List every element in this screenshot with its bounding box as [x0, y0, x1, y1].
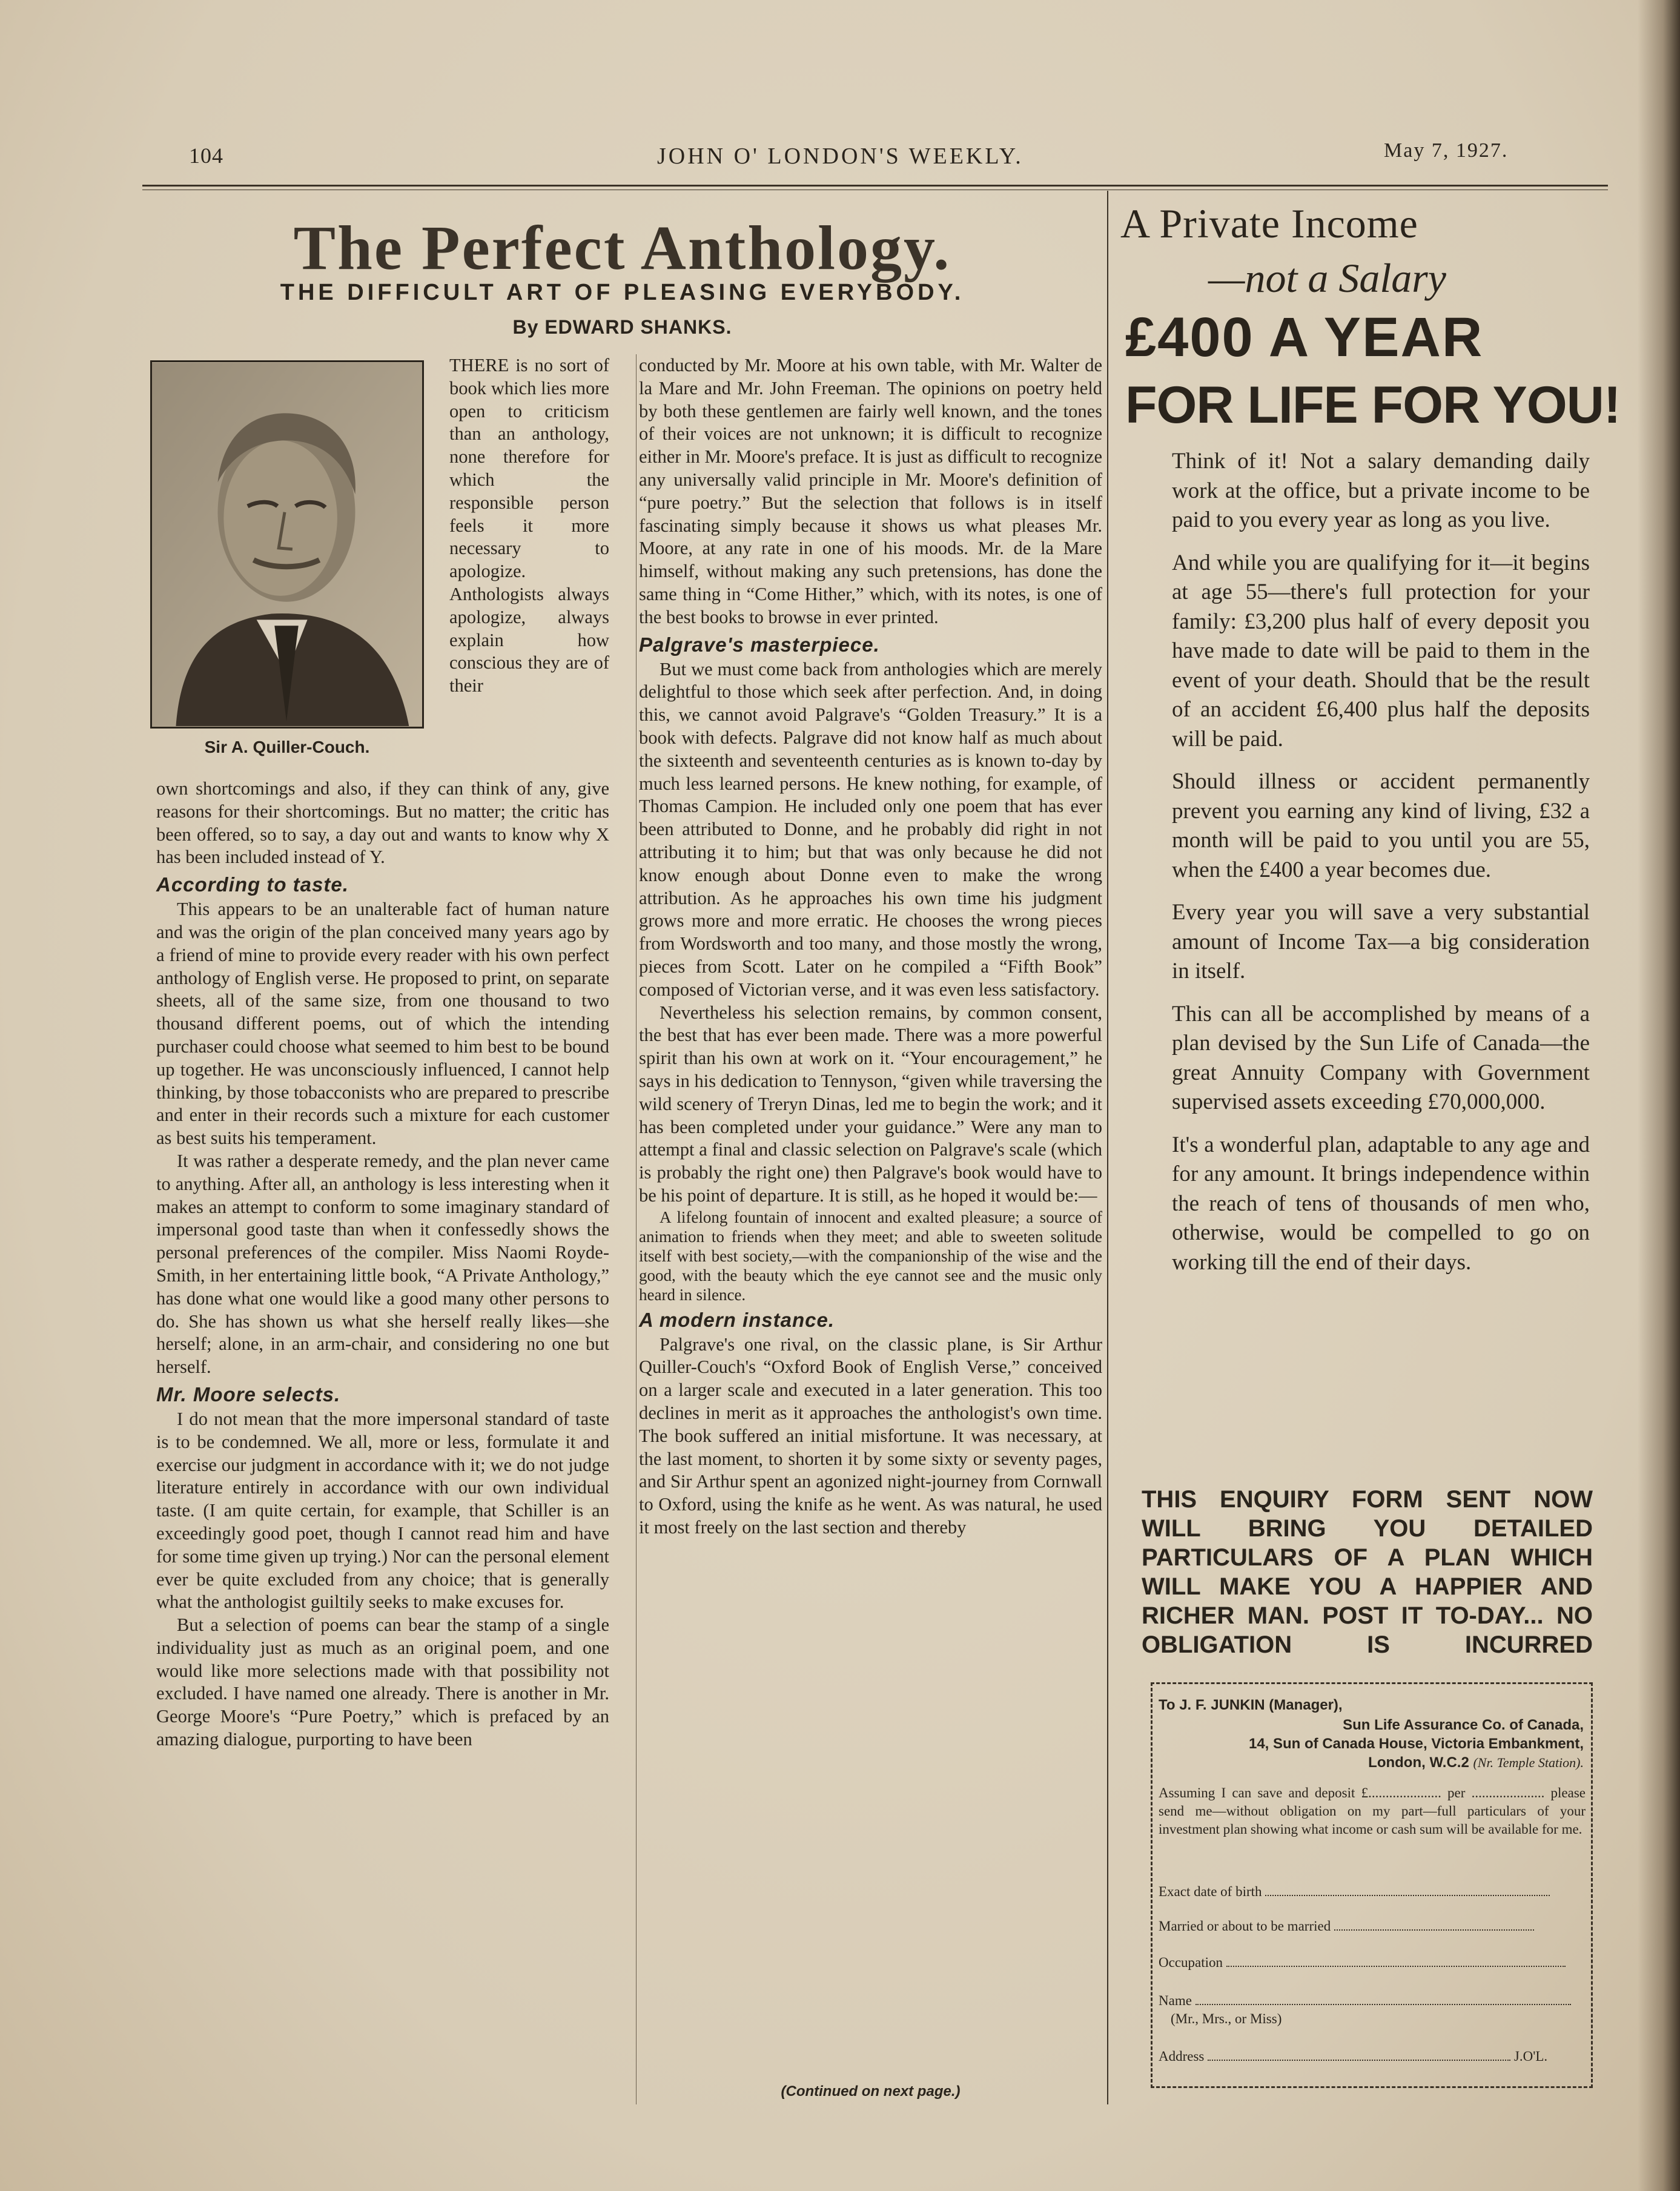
- dob-label: Exact date of birth: [1159, 1884, 1262, 1899]
- name-line[interactable]: [1196, 1993, 1571, 2005]
- ad-body: [1172, 447, 1590, 1290]
- married-line[interactable]: [1334, 1918, 1534, 1931]
- article-paragraph: own shortcomings and also, if they can think of any, give reasons for their shortcomings. But no matter; the critic has been offered, so to say, a day out and wants to know why X has been included instead of Y.: [156, 778, 609, 868]
- page-edge-shadow: [1638, 0, 1680, 2191]
- article-paragraph: It was rather a desperate remedy, and the plan never came to anything. After all, an anthology is less interesting when it makes an attempt to conform to some imaginary standard of impersonal good taste than when it confessedly shows the personal preferences of the compiler. Miss Naomi Royde-Smith, in her entertaining little book, “A Private Anthology,” has done what one would like a good many other persons to do. She has shown us what she herself really likes—she herself; alone, in an arm-chair, and considering no one but herself.: [156, 1150, 609, 1378]
- occupation-label: Occupation: [1159, 1955, 1223, 1970]
- ad-paragraph: Think of it! Not a salary demanding daily work at the office, but a private income to be paid to you every year as long as you live.: [1172, 449, 1590, 532]
- issue-date: May 7, 1927.: [1384, 139, 1509, 162]
- article-paragraph: conducted by Mr. Moore at his own table, with Mr. Walter de la Mare and Mr. John Freeman. The opinions on poetry held by both these gentlemen are fairly well known, and the tones of their voices are not unknown; it is difficult to recognize either in Mr. Moore's preface. It is just as difficult to recognize any universally valid principle in Mr. Moore's definition of “pure poetry.” But the selection that follows is in itself fascinating simply because it shows us what pleases Mr. Moore, at any rate in one of his moods. Mr. de la Mare himself, without making any such pretensions, has done the same thing in “Come Hither,” which, with its notes, is one of the best books to browse in ever printed.: [639, 355, 1102, 627]
- block-quote: A lifelong fountain of innocent and exalted pleasure; a source of animation to friends when they meet; and able to sweeten solitude itself with best society,—with the companionship of the wise and the good, with the beauty which the eye cannot see and the music only heard in silence.: [639, 1208, 1102, 1304]
- occupation-line[interactable]: [1226, 1955, 1566, 1967]
- married-field[interactable]: [1159, 1917, 1582, 1935]
- coupon-city: London, W.C.2: [1368, 1754, 1469, 1771]
- article-paragraph: Nevertheless his selection remains, by common consent, the best that has ever been made. There was a more powerful spirit than his own at work on it. “Your encouragement,” he says in his dedication to Tennyson, “given while traversing the wild scenery of Treryn Dinas, led me to begin the work; and it has been completed under your guidance.” Were any man to attempt a final and classic selection on Palgrave's scale (which is probably the right one) then Palgrave's book would have to be his point of departure. It is still, as he hoped it would be:—: [639, 1002, 1102, 1206]
- ad-amount: £400 A YEAR: [1125, 306, 1484, 368]
- coupon-address-line: 14, Sun of Canada House, Victoria Embankment,: [1248, 1736, 1584, 1752]
- article-column-1: [156, 778, 609, 1751]
- name-note: (Mr., Mrs., or Miss): [1171, 2011, 1282, 2026]
- ad-call-to-action: THIS ENQUIRY FORM SENT NOW WILL BRING YOU DETAILED PARTICULARS OF A PLAN WHICH WILL MAKE YOU A HAPPIER AND RICHER MAN. POST IT TO-DAY... NO OBLIGATION IS INCURRED: [1142, 1486, 1593, 1658]
- address-label: Address: [1159, 2049, 1205, 2064]
- ad-headline: A Private Income: [1120, 200, 1418, 246]
- article-paragraph: But we must come back from anthologies which are merely delightful to those which seek after perfection. And, in doing this, we cannot avoid Palgrave's “Golden Treasury.” It is a book with defects. Palgrave did not know half as much about the sixteenth and seventeenth centuries as is known to-day by much less learned persons. He knew nothing, for example, of Thomas Campion. He included only one poem that has ever been attributed to Donne, and he probably did right in not attributing it to him; but that was only because he did not know enough about Donne even to make the wrong attribution. As he approaches his own time his judgment grows more and more erratic. He chooses the wrong pieces from Wordsworth and too many, and those mostly the wrong, pieces from Scott. Later on he compiled a “Fifth Book” composed of Victorian verse, and it was even less satisfactory.: [639, 658, 1102, 1000]
- article-paragraph: This appears to be an unalterable fact of human nature and was the origin of the plan conceived many years ago by a friend of mine to provide every reader with his own perfect anthology of English verse. He proposed to print, on separate sheets, all of the same size, from one thousand to two thousand different poems, out of which the intending purchaser could choose what seemed to him best to be bound up together. He was unconsciously influenced, I cannot help thinking, by those tobacconists who are prepared to prescribe and enter in their records such a mixture for each customer as best suits his temperament.: [156, 899, 609, 1149]
- section-heading-mr-moore-selects: Mr. Moore selects.: [156, 1383, 341, 1406]
- article-byline: By EDWARD SHANKS.: [512, 316, 732, 338]
- header-rule: [142, 185, 1608, 187]
- portrait-caption: Sir A. Quiller-Couch.: [204, 738, 370, 756]
- page-number: 104: [189, 144, 223, 168]
- running-head: [0, 139, 1635, 179]
- ad-subheadline: —not a Salary: [1208, 255, 1446, 301]
- article-column-2: [639, 354, 1102, 1539]
- column-divider: [636, 354, 637, 2104]
- name-field[interactable]: [1159, 1992, 1582, 2010]
- coupon-address-line: [1245, 1753, 1584, 1772]
- article-intro-wrap: [449, 354, 609, 698]
- address-line[interactable]: [1208, 2049, 1510, 2061]
- coupon-reference: J.O'L.: [1513, 2049, 1548, 2064]
- article-title: The Perfect Anthology.: [293, 213, 951, 283]
- article-paragraph: Palgrave's one rival, on the classic plane, is Sir Arthur Quiller-Couch's “Oxford Book of English Verse,” conceived on a larger scale and executed in a later generation. This too declines in merit as it approaches the anthologist's own time. The book suffered an initial misfortune. It was necessary, at the last moment, to shorten it by some sixty or seventy pages, and Sir Arthur spent an agonized night-journey from Cornwall to Oxford, using the knife as he went. As was natural, he used it most freely on the last section and thereby: [639, 1333, 1102, 1538]
- coupon-station-note: (Nr. Temple Station).: [1473, 1755, 1584, 1770]
- dob-line[interactable]: [1265, 1884, 1550, 1896]
- dob-field[interactable]: [1159, 1883, 1582, 1901]
- magazine-name: JOHN O' LONDON'S WEEKLY.: [657, 144, 1024, 169]
- author-portrait-photo: [150, 360, 424, 729]
- article-paragraph: I do not mean that the more impersonal standard of taste is to be condemned. We all, more or less, formulate it and exercise our judgment in accordance with it; we do not judge literature entirely in accordance with our own individual taste. (I am quite certain, for example, that Schiller is an exceedingly good poet, though I cannot read him and have for some time given up trying.) Nor can the personal element ever be quite excluded from any choice; that is generally what the anthologist guiltily seeks to make excuses for.: [156, 1408, 609, 1613]
- ad-paragraph: This can all be accomplished by means of a plan devised by the Sun Life of Canada—the great Annuity Company with Government supervised assets exceeding £70,000,000.: [1172, 1001, 1590, 1114]
- section-heading-according-to-taste: According to taste.: [156, 873, 349, 896]
- married-label: Married or about to be married: [1159, 1918, 1331, 1934]
- ad-paragraph: It's a wonderful plan, adaptable to any age and for any amount. It brings independence within the reach of tens of thousands of men who, otherwise, would be compelled to go on working till the end of their days.: [1172, 1132, 1590, 1275]
- ad-paragraph: And while you are qualifying for it—it begins at age 55—there's full protection for your family: £3,200 plus half of every deposit you have made to date will be paid to them in the event of your death. Should that be the result of an accident £6,400 plus half the deposits will be paid.: [1172, 550, 1590, 752]
- section-heading-a-modern-instance: A modern instance.: [639, 1308, 835, 1331]
- coupon-addressee: To J. F. JUNKIN (Manager),: [1159, 1697, 1343, 1713]
- article-paragraph: But a selection of poems can bear the stamp of a single individuality just as much as an original poem, and one would like more selections made with that possibility not excluded. I have named one already. There is another in Mr. George Moore's “Pure Poetry,” which is prefaced by an amazing dialogue, purporting to have been: [156, 1614, 609, 1750]
- coupon-request-text: Assuming I can save and deposit £..................... per ..................... please send me—without obligation on my part—full particulars of your investment plan showing what income or cash sum will be available for me.: [1159, 1785, 1586, 1837]
- address-field[interactable]: [1159, 2047, 1582, 2066]
- ad-paragraph: Every year you will save a very substantial amount of Income Tax—a big consideration in itself.: [1172, 900, 1590, 983]
- coupon-address-line: Sun Life Assurance Co. of Canada,: [1343, 1717, 1584, 1733]
- occupation-field[interactable]: [1159, 1954, 1582, 1972]
- portrait-icon: [152, 362, 422, 727]
- column-divider-ad: [1107, 191, 1108, 2104]
- continued-note: (Continued on next page.): [781, 2083, 961, 2100]
- enquiry-coupon[interactable]: [1151, 1682, 1593, 2088]
- coupon-address: [1245, 1716, 1584, 1772]
- article-subtitle: THE DIFFICULT ART OF PLEASING EVERYBODY.: [280, 280, 965, 305]
- ad-paragraph: Should illness or accident permanently prevent you earning any kind of living, £32 a month will be paid to you until you are 55, when the £400 a year becomes due.: [1172, 769, 1590, 882]
- article-intro-text: THERE is no sort of book which lies more open to criticism than an anthology, none therefore for which the responsible person feels it more necessary to apologize. Anthologists always apologize, always explain how conscious they are of their: [449, 355, 609, 696]
- name-label: Name: [1159, 1993, 1192, 2008]
- section-heading-palgraves-masterpiece: Palgrave's masterpiece.: [639, 633, 880, 656]
- ad-tagline: FOR LIFE FOR YOU!: [1125, 376, 1621, 434]
